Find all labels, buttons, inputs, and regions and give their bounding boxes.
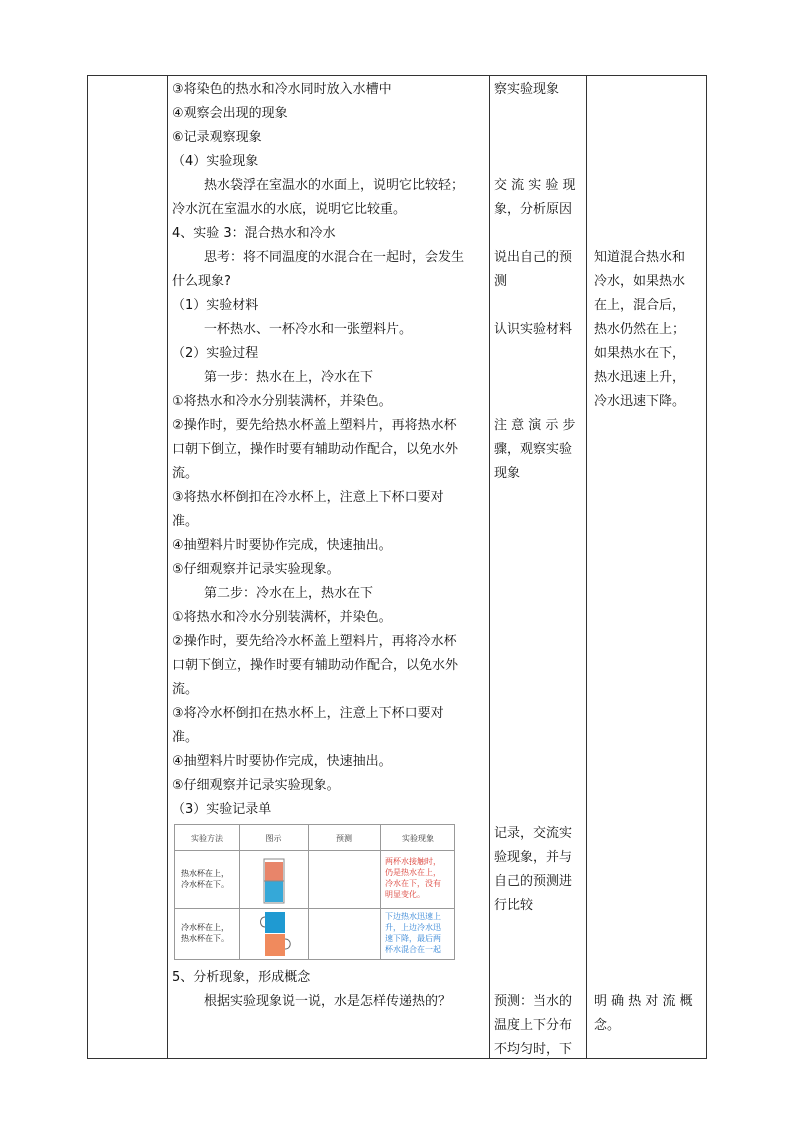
- step-line: ③将染色的热水和冷水同时放入水槽中: [172, 82, 392, 97]
- result-cell: [385, 856, 441, 900]
- step-line: ⑤仔细观察并记录实验现象。: [172, 562, 340, 577]
- method-cell: [181, 922, 229, 944]
- goal-line: 知道混合热水和: [594, 250, 686, 265]
- method-line: 冷水杯在上，: [181, 923, 229, 932]
- column-divider-2: [489, 76, 490, 1058]
- record-header: 实验现象: [402, 834, 434, 843]
- activity-line: 交 流 实 验 现: [494, 178, 576, 193]
- section-heading: （1）实验材料: [172, 298, 259, 313]
- hot-over-cold-cups-illustration: [263, 858, 285, 904]
- activity-line: 说出自己的预: [494, 250, 573, 265]
- record-row-hot-top: [175, 850, 454, 909]
- goal-line: 如果热水在下，: [594, 346, 686, 361]
- text-line: 思考：将不同温度的水混合在一起时，会发生: [204, 250, 465, 265]
- activity-line: 测: [494, 274, 508, 289]
- lesson-table: [87, 75, 707, 1059]
- goal-line: 热水仍然在上；: [594, 322, 686, 337]
- step-line: ④抽塑料片时要协作完成，快速抽出。: [172, 754, 392, 769]
- step-line: ②操作时，要先给冷水杯盖上塑料片，再将冷水杯: [172, 634, 457, 649]
- activity-line: 察实验现象: [494, 82, 560, 97]
- result-line: 明显变化。: [385, 890, 425, 899]
- step-line: 准。: [172, 514, 199, 529]
- goal-line: 在上，混合后，: [594, 298, 686, 313]
- activity-line: 温度上下分布: [494, 1018, 573, 1033]
- step-line: ①将热水和冷水分别装满杯，并染色。: [172, 610, 392, 625]
- method-cell: [181, 868, 229, 890]
- text-line: 根据实验现象说一说，水是怎样传递热的？: [204, 994, 452, 1009]
- step-line: 口朝下倒立，操作时要有辅助动作配合，以免水外: [172, 658, 459, 673]
- text-line: 冷水沉在室温水的水底，说明它比较重。: [172, 202, 407, 217]
- activity-line: 现象: [494, 466, 521, 481]
- step-line: ⑤仔细观察并记录实验现象。: [172, 778, 340, 793]
- section-heading: （3）实验记录单: [172, 802, 272, 817]
- goal-line: 热水迅速上升，: [594, 370, 686, 385]
- step-line: ⑥记录观察现象: [172, 130, 262, 145]
- result-line: 杯水混合在一起: [385, 945, 441, 954]
- text-line: 第一步：热水在上，冷水在下: [204, 370, 374, 385]
- step-line: 流。: [172, 682, 199, 697]
- text-line: 一杯热水、一杯冷水和一张塑料片。: [204, 322, 413, 337]
- result-line: 仍是热水在上，: [385, 868, 441, 877]
- cold-over-hot-cups-illustration: [259, 911, 295, 957]
- section-heading: 4、实验 3：混合热水和冷水: [172, 226, 336, 241]
- section-heading: （2）实验过程: [172, 346, 259, 361]
- result-line: 两杯水接触时，: [385, 857, 441, 866]
- activity-line: 自己的预测进: [494, 874, 573, 889]
- method-line: 热水杯在上，: [181, 869, 229, 878]
- result-line: 速下降，最后两: [385, 934, 441, 943]
- activity-line: 预测：当水的: [494, 994, 573, 1009]
- goal-line: 冷水迅速下降。: [594, 394, 686, 409]
- record-row-cold-top: [175, 908, 454, 960]
- step-line: ①将热水和冷水分别装满杯，并染色。: [172, 394, 392, 409]
- activity-line: 不均匀时，下: [494, 1042, 573, 1057]
- step-line: ③将热水杯倒扣在冷水杯上，注意上下杯口要对: [172, 490, 444, 505]
- column-divider-3: [586, 76, 587, 1058]
- step-line: ②操作时，要先给热水杯盖上塑料片，再将热水杯: [172, 418, 457, 433]
- result-line: 冷水在下，没有: [385, 879, 441, 888]
- activity-line: 验现象，并与: [494, 850, 573, 865]
- step-line: ④抽塑料片时要协作完成，快速抽出。: [172, 538, 392, 553]
- record-header: 图示: [265, 834, 282, 843]
- step-line: 准。: [172, 730, 199, 745]
- method-line: 冷水杯在下。: [181, 880, 229, 889]
- goal-line: 念。: [594, 1018, 621, 1033]
- record-header: 实验方法: [191, 834, 223, 843]
- record-header-row: [175, 825, 454, 851]
- record-header: 预测: [336, 834, 352, 843]
- step-line: 口朝下倒立，操作时要有辅助动作配合，以免水外: [172, 442, 459, 457]
- activity-line: 记录，交流实: [494, 826, 573, 841]
- method-line: 热水杯在下。: [181, 934, 229, 943]
- text-line: 第二步：冷水在上，热水在下: [204, 586, 374, 601]
- experiment-record-sheet: [174, 824, 455, 960]
- goal-line: 冷水，如果热水: [594, 274, 686, 289]
- result-line: 下边热水迅速上: [385, 912, 441, 921]
- result-line: 升，上边冷水迅: [385, 923, 441, 932]
- text-line: 热水袋浮在室温水的水面上，说明它比较轻；: [204, 178, 465, 193]
- result-cell: [385, 911, 441, 955]
- step-line: ③将冷水杯倒扣在热水杯上，注意上下杯口要对: [172, 706, 444, 721]
- text-line: 什么现象?: [172, 274, 231, 289]
- step-line: ④观察会出现的现象: [172, 106, 288, 121]
- column-divider-1: [167, 76, 168, 1058]
- activity-line: 注 意 演 示 步: [494, 418, 576, 433]
- activity-line: 象，分析原因: [494, 202, 573, 217]
- activity-line: 骤，观察实验: [494, 442, 573, 457]
- activity-line: 行比较: [494, 898, 534, 913]
- section-heading: （4）实验现象: [172, 154, 259, 169]
- activity-line: 认识实验材料: [494, 322, 573, 337]
- section-heading: 5、分析现象，形成概念: [172, 970, 311, 985]
- goal-line: 明 确 热 对 流 概: [594, 994, 693, 1009]
- step-line: 流。: [172, 466, 199, 481]
